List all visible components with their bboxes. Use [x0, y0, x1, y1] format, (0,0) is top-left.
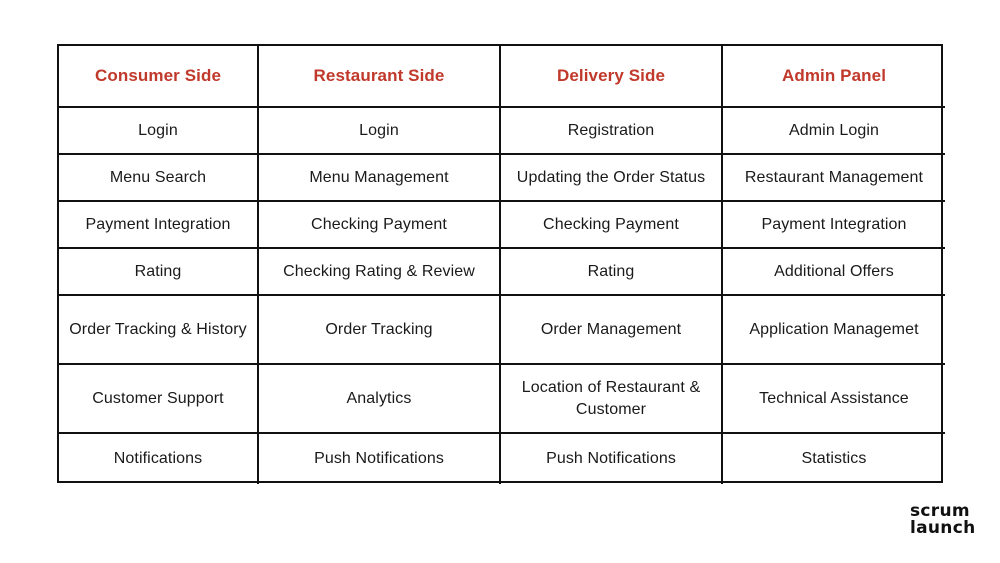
table-cell: Order Tracking: [259, 296, 501, 365]
table-cell: Payment Integration: [723, 202, 945, 249]
feature-comparison-table: [57, 44, 943, 483]
table-cell: Order Management: [501, 296, 723, 365]
table-cell: Customer Support: [59, 365, 259, 434]
table-cell: Technical Assistance: [723, 365, 945, 434]
table-cell: Checking Rating & Review: [259, 249, 501, 296]
table-cell: Additional Offers: [723, 249, 945, 296]
table-cell: Login: [59, 108, 259, 155]
column-header-restaurant: Restaurant Side: [259, 46, 501, 108]
table-cell: Push Notifications: [259, 434, 501, 484]
table-cell: Notifications: [59, 434, 259, 484]
table-cell: Order Tracking & History: [59, 296, 259, 365]
logo-line-1: scrum: [910, 501, 970, 521]
column-header-delivery: Delivery Side: [501, 46, 723, 108]
table-cell: Analytics: [259, 365, 501, 434]
table-cell: Checking Payment: [259, 202, 501, 249]
table-cell: Rating: [59, 249, 259, 296]
table-cell: Updating the Order Status: [501, 155, 723, 202]
table-cell: Menu Search: [59, 155, 259, 202]
table-cell: Restaurant Management: [723, 155, 945, 202]
table-cell: Admin Login: [723, 108, 945, 155]
table-cell: Menu Management: [259, 155, 501, 202]
scrumlaunch-logo: [910, 503, 980, 537]
table-cell: Push Notifications: [501, 434, 723, 484]
logo-line-2: launch: [910, 518, 976, 538]
table-cell: Statistics: [801, 450, 867, 467]
column-header-consumer: Consumer Side: [59, 46, 259, 108]
table-cell: Application Managemet: [723, 296, 945, 365]
table-cell: Payment Integration: [59, 202, 259, 249]
column-header-admin: Admin Panel: [723, 46, 945, 108]
table-cell: Registration: [501, 108, 723, 155]
table-cell: Location of Restaurant & Customer: [501, 365, 723, 434]
table-cell: Checking Payment: [501, 202, 723, 249]
table-cell: Login: [259, 108, 501, 155]
table-cell: Rating: [501, 249, 723, 296]
